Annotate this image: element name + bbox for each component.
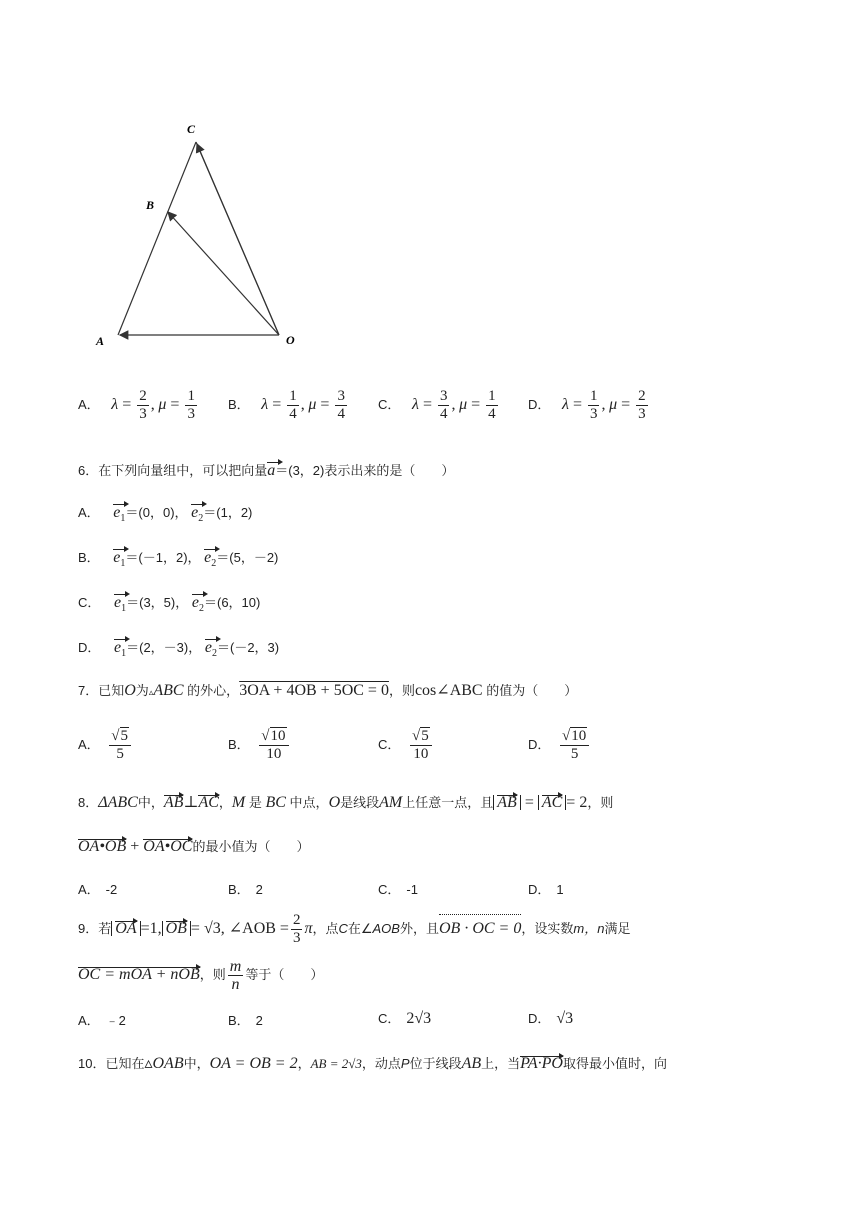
vector-equation: OC = mOA + nOB	[78, 965, 200, 983]
fraction: $\frac{2}{3}$	[638, 388, 646, 422]
vector-e1: $e_1$	[113, 500, 125, 524]
vector-e1: $e_1$	[113, 545, 125, 569]
fraction: $\frac{m}{n}$	[229, 958, 242, 993]
vector-e2: $e_2$	[191, 500, 203, 524]
label-o: O	[286, 333, 295, 347]
fraction: $\frac{1}{4}$	[488, 388, 496, 422]
q8-option-b[interactable]: B． 2	[228, 882, 263, 897]
vector-e2: $e_2$	[192, 590, 204, 614]
q7-option-c[interactable]: C． $\frac{√5}{10}$	[378, 728, 434, 763]
fraction: $\frac{3}{4}$	[337, 388, 345, 422]
q9-option-d[interactable]: D． √3	[528, 1010, 574, 1027]
q5-option-c[interactable]: C． λ = $\frac{3}{4}$ , μ = $\frac{1}{4}$	[378, 388, 496, 422]
q8-stem-line1: 8．ΔABC中，AB⊥AC，M 是 BC 中点，O是线段AM上任意一点，且 AB = AC = 2，则	[78, 794, 614, 811]
q9-option-a[interactable]: A． ﹣2	[78, 1013, 126, 1028]
q5-option-a[interactable]: A． λ = $\frac{2}{3}$ , μ = $\frac{1}{3}$	[78, 388, 195, 422]
vector-equation: 3OA + 4OB + 5OC = 0	[239, 682, 389, 699]
fraction: $\frac{√5}{10}$	[410, 728, 432, 763]
fraction: $\frac{2}{3}$	[139, 388, 147, 422]
q8-option-d[interactable]: D． 1	[528, 882, 564, 897]
vector-ob	[168, 212, 279, 335]
vector-e2: $e_2$	[205, 635, 217, 659]
fraction: $\frac{√5}{5}$	[109, 728, 131, 763]
q9-stem-line2: OC = mOA + nOB，则 $\frac{m}{n}$ 等于（ ）	[78, 958, 324, 993]
q8-option-c[interactable]: C． -1	[378, 882, 418, 897]
vector-a: a	[267, 458, 275, 480]
q9-stem-line1: 9．若 OA =1, OB = √3, ∠AOB = $\frac{2}{3}$ π，点C在∠AOB外，且OB · OC = 0，设实数m，n满足	[78, 912, 631, 946]
label-a: A	[96, 334, 105, 348]
q10-stem: 10．已知在▵OAB中，OA = OB = 2，AB = 2√3，动点P位于线段AB上，当PA·PO取得最小值时，向	[78, 1055, 667, 1072]
q6-option-a[interactable]: A． $e_1=(0$，0)， $e_2=(1$，2)	[78, 500, 252, 524]
fraction: $\frac{3}{4}$	[439, 388, 448, 422]
vector-expression: OA•OB	[78, 838, 127, 855]
fraction: $\frac{1}{4}$	[289, 388, 297, 422]
q8-option-a[interactable]: A． -2	[78, 882, 118, 897]
q6-option-c[interactable]: C． $e_1=(3$，5)， $e_2=(6$，10)	[78, 590, 260, 614]
fraction: $\frac{√10}{10}$	[259, 728, 288, 763]
q7-stem: 7．已知O为▵ABC 的外心，3OA + 4OB + 5OC = 0，则cos∠ABC 的值为（ ）	[78, 682, 578, 699]
vector-e1: $e_1$	[114, 590, 126, 614]
q7-option-b[interactable]: B． $\frac{√10}{10}$	[228, 728, 291, 763]
label-c: C	[187, 122, 196, 136]
vector-expression: PA·PO	[520, 1055, 563, 1072]
q9-option-c[interactable]: C． 2√3	[378, 1010, 432, 1027]
vector-e1: $e_1$	[114, 635, 126, 659]
fraction: $\frac{1}{3}$	[589, 388, 598, 422]
q6-stem: 6．在下列向量组中，可以把向量a＝(3，2)表示出来的是（ ）	[78, 458, 454, 480]
q5-option-b[interactable]: B． λ = $\frac{1}{4}$ , μ = $\frac{3}{4}$	[228, 388, 345, 422]
q5-option-d[interactable]: D． λ = $\frac{1}{3}$ , μ = $\frac{2}{3}$	[528, 388, 646, 422]
vector-oc	[197, 144, 279, 335]
vector-ab: AB	[163, 794, 184, 811]
q7-option-d[interactable]: D． $\frac{√10}{5}$	[528, 728, 591, 763]
fraction: $\frac{√10}{5}$	[560, 728, 589, 763]
q9-option-b[interactable]: B． 2	[228, 1013, 263, 1028]
vector-triangle-figure	[90, 115, 310, 360]
fraction: $\frac{2}{3}$	[292, 912, 301, 946]
fraction: $\frac{1}{3}$	[187, 388, 195, 422]
q8-stem-line2: OA•OB + OA•OC的最小值为（ ）	[78, 838, 310, 855]
vector-ac: AC	[198, 794, 219, 811]
label-b: B	[146, 198, 155, 212]
side-ac	[118, 142, 196, 335]
vector-e2: $e_2$	[204, 545, 216, 569]
vector-expression: OA•OC	[143, 838, 193, 855]
q6-option-d[interactable]: D． $e_1=(2$，－3)， $e_2=(-2$，3)	[78, 635, 279, 659]
q6-option-b[interactable]: B． $e_1=(-1$，2)， $e_2=(5$，－2)	[78, 545, 278, 569]
dot-product: OB · OC = 0	[439, 919, 522, 937]
q7-option-a[interactable]: A． $\frac{√5}{5}$	[78, 728, 133, 763]
